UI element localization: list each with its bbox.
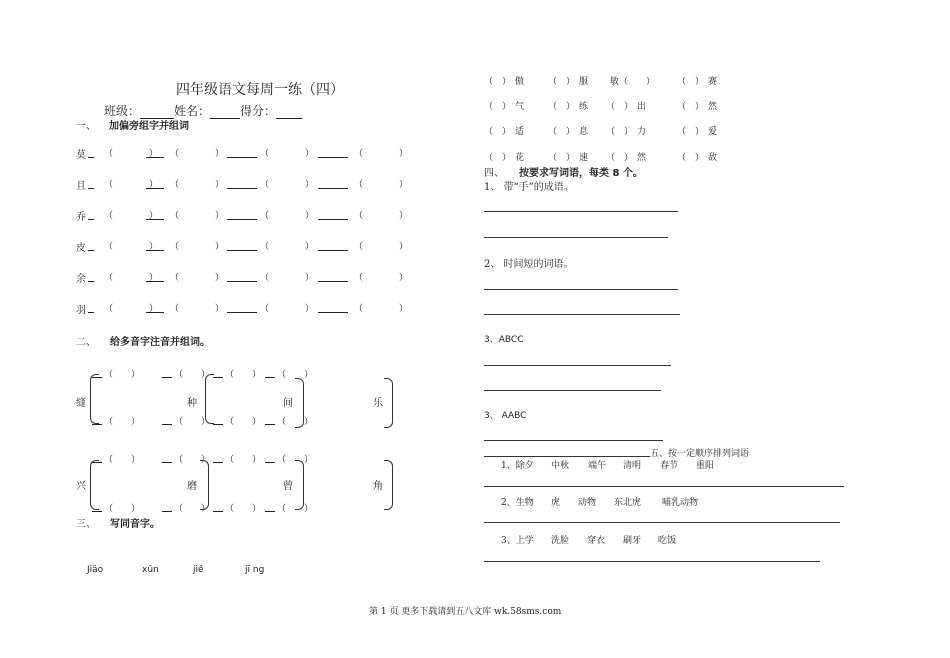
word-paren[interactable]: （ ） [104,455,141,465]
word-paren[interactable]: （ ） [225,417,262,427]
word-paren[interactable]: （ ） [354,149,409,159]
pinyin-blank[interactable] [92,511,102,512]
word-paren[interactable]: （ ） [354,211,409,221]
char-blank[interactable] [88,281,94,282]
s2-number: 二、 [76,337,96,348]
word-blank[interactable] [227,312,257,313]
answer-line[interactable] [484,314,680,315]
sequence-word: 刷牙 [623,536,642,546]
polyphone-char: 乐 [373,398,383,409]
pinyin-blank[interactable] [213,377,223,378]
cell-char: 出 [637,102,647,112]
word-paren[interactable]: （ ） [104,304,159,314]
cell-char: 力 [637,127,647,137]
brace [90,374,99,424]
score-label: 得分： [240,104,277,118]
s4-number: 四、 [484,168,504,179]
pinyin-blank[interactable] [162,377,172,378]
sequence-word: 重阳 [696,461,715,471]
word-blank[interactable] [318,281,348,282]
word-paren[interactable]: （ ） [277,504,314,514]
word-paren[interactable]: （ ） [354,304,409,314]
word-paren[interactable]: （ ） [104,370,141,380]
word-paren[interactable]: （ ） [260,242,315,252]
cell-paren: （ ） [484,102,512,112]
sequence-word: 哺乳动物 [662,498,699,508]
word-paren[interactable]: （ ） [104,504,141,514]
s4-heading: 按要求写词语，每类 8 个。 [519,168,643,179]
cell-char: 敌 [708,153,718,163]
fill-cell[interactable] [548,124,588,137]
word-paren[interactable]: （ ） [260,149,315,159]
fill-cell[interactable] [606,99,646,112]
word-paren[interactable]: （ ） [174,417,211,427]
sequence-word: 2、生物 [501,498,534,508]
word-paren[interactable]: （ ） [225,455,262,465]
polyphone-char: 兴 [76,481,86,492]
fill-cell[interactable] [484,99,524,112]
cell-paren: （ ） [548,153,576,163]
pinyin-blank[interactable] [265,424,275,425]
name-label: 姓名： [174,104,211,118]
word-paren[interactable]: （ ） [260,180,315,190]
word-paren[interactable]: （ ） [104,273,159,283]
polyphone-char: 种 [187,398,197,409]
word-blank[interactable] [318,157,348,158]
fill-cell[interactable] [548,99,588,112]
cell-paren: （ ） [677,77,705,87]
word-paren[interactable]: （ ） [277,455,314,465]
sequence-word: 中秋 [551,461,570,471]
score-blank[interactable] [276,108,302,119]
sequence-word: 端午 [588,461,607,471]
word-paren[interactable]: （ ） [225,504,262,514]
polyphone-char: 缝 [76,398,86,409]
answer-line[interactable] [484,522,840,523]
answer-line[interactable] [484,561,820,562]
word-paren[interactable]: （ ） [170,304,225,314]
pinyin-blank[interactable] [162,511,172,512]
word-paren[interactable]: （ ） [354,242,409,252]
cell-char: 敏（ ） [610,77,656,87]
fill-cell[interactable] [484,124,524,137]
cell-char: 速 [579,153,589,163]
word-blank[interactable] [227,188,257,189]
fill-cell[interactable] [677,99,717,112]
cell-char: 傲 [515,77,525,87]
word-paren[interactable]: （ ） [170,180,225,190]
s3-heading: 写同音字。 [110,519,160,530]
brace [205,374,214,424]
brace [90,460,99,510]
char-blank[interactable] [88,219,94,220]
word-paren[interactable]: （ ） [225,370,262,380]
cell-char: 适 [515,127,525,137]
s3-number: 三、 [76,519,96,530]
pinyin-2: xūn [142,565,159,575]
word-paren[interactable]: （ ） [104,211,159,221]
cell-paren: （ ） [606,127,634,137]
s4-item-1: 1、 带“手”的成语。 [484,182,574,193]
answer-line[interactable] [484,289,678,290]
answer-line[interactable] [484,390,661,391]
polyphone-char: 磨 [187,481,197,492]
word-paren[interactable]: （ ） [174,370,211,380]
pinyin-3: jiě [193,565,204,575]
sequence-word: 清明 [623,461,642,471]
word-paren[interactable]: （ ） [277,370,314,380]
char-blank[interactable] [88,250,94,251]
word-blank[interactable] [227,219,257,220]
s1-number: 一、 [76,121,96,132]
pinyin-blank[interactable] [265,377,275,378]
word-blank[interactable] [146,312,164,313]
word-paren[interactable]: （ ） [174,504,211,514]
word-blank[interactable] [146,281,164,282]
word-paren[interactable]: （ ） [104,180,159,190]
radical-char: 余 [76,274,86,285]
cell-char: 花 [515,153,525,163]
word-blank[interactable] [227,250,257,251]
fill-cell[interactable] [548,74,588,87]
word-blank[interactable] [227,281,257,282]
fill-cell[interactable] [548,150,588,163]
cell-paren: （ ） [606,153,634,163]
fill-cell[interactable] [484,150,524,163]
polyphone-char: 间 [283,398,293,409]
fill-cell[interactable] [606,74,655,87]
fill-cell[interactable] [677,150,717,163]
s1-heading: 加偏旁组字并组词 [109,121,189,132]
word-paren[interactable]: （ ） [104,417,141,427]
word-paren[interactable]: （ ） [277,417,314,427]
word-blank[interactable] [318,312,348,313]
pinyin-blank[interactable] [162,462,172,463]
word-paren[interactable]: （ ） [104,149,159,159]
cell-paren: （ ） [484,153,512,163]
fill-cell[interactable] [484,74,524,87]
answer-line[interactable] [484,456,650,457]
sequence-word: 东北虎 [614,498,642,508]
word-paren[interactable]: （ ） [354,273,409,283]
word-paren[interactable]: （ ） [170,242,225,252]
answer-line[interactable] [484,211,678,212]
answer-line[interactable] [484,365,671,366]
word-blank[interactable] [146,188,164,189]
sequence-word: 洗脸 [551,536,570,546]
cell-char: 息 [579,127,589,137]
cell-char: 服 [579,77,589,87]
pinyin-blank[interactable] [265,462,275,463]
class-label: 班级： [104,104,141,118]
cell-char: 练 [579,102,589,112]
s4-item-3: 3、ABCC [484,335,524,345]
fill-cell[interactable] [606,124,646,137]
answer-line[interactable] [484,440,663,441]
fill-cell[interactable] [677,124,717,137]
cell-paren: （ ） [484,77,512,87]
answer-line[interactable] [484,486,844,487]
brace [200,460,209,510]
brace [384,378,393,428]
pinyin-blank[interactable] [92,424,102,425]
cell-paren: （ ） [677,102,705,112]
cell-paren: （ ） [484,127,512,137]
page-title: 四年级语文每周一练（四） [176,82,344,98]
cell-char: 气 [515,102,525,112]
pinyin-blank[interactable] [162,424,172,425]
sequence-word: 动物 [578,498,597,508]
cell-char: 赛 [708,77,718,87]
cell-char: 爱 [708,127,718,137]
cell-paren: （ ） [677,153,705,163]
char-blank[interactable] [88,157,94,158]
brace [384,460,393,510]
s4-item-4: 3、 AABC [484,411,527,421]
brace [295,460,304,510]
sequence-word: 1、除夕 [501,461,534,471]
cell-paren: （ ） [548,127,576,137]
word-paren[interactable]: （ ） [260,273,315,283]
word-blank[interactable] [227,157,257,158]
char-blank[interactable] [88,188,94,189]
sequence-word: 3、上学 [501,536,534,546]
pinyin-blank[interactable] [213,511,223,512]
word-paren[interactable]: （ ） [174,455,211,465]
word-blank[interactable] [146,157,164,158]
sequence-word: 春节 [660,461,679,471]
cell-paren: （ ） [606,102,634,112]
sequence-word: 吃饭 [658,536,677,546]
word-blank[interactable] [146,219,164,220]
cell-paren: （ ） [677,127,705,137]
radical-char: 且 [76,181,86,192]
cell-paren: （ ） [548,77,576,87]
sequence-word: 穿衣 [587,536,606,546]
s4-item-2: 2、 时间短的词语。 [484,259,574,270]
radical-char: 羽 [76,305,86,316]
radical-char: 皮 [76,243,86,254]
word-blank[interactable] [318,219,348,220]
word-blank[interactable] [146,250,164,251]
pinyin-1: Jiāo [87,565,104,575]
sequence-word: 虎 [551,498,561,508]
word-paren[interactable]: （ ） [170,273,225,283]
radical-char: 莫 [76,150,86,161]
answer-line[interactable] [484,237,668,238]
s5-heading: 五、按一定顺序排列词语 [650,449,750,459]
pinyin-blank[interactable] [213,462,223,463]
pinyin-blank[interactable] [92,462,102,463]
word-blank[interactable] [318,250,348,251]
word-paren[interactable]: （ ） [260,304,315,314]
name-blank[interactable] [210,108,240,119]
radical-char: 乔 [76,212,86,223]
pinyin-blank[interactable] [92,377,102,378]
brace [295,378,304,428]
page-footer: 第 1 页 更多下载请到五八文库 wk.58sms.com [369,607,562,617]
pinyin-blank[interactable] [265,511,275,512]
word-paren[interactable]: （ ） [260,211,315,221]
word-blank[interactable] [318,188,348,189]
char-blank[interactable] [88,312,94,313]
word-paren[interactable]: （ ） [170,149,225,159]
polyphone-char: 曾 [283,481,293,492]
word-paren[interactable]: （ ） [104,242,159,252]
s2-heading: 给多音字注音并组词。 [110,337,210,348]
cell-char: 然 [708,102,718,112]
cell-char: 然 [637,153,647,163]
word-paren[interactable]: （ ） [170,211,225,221]
fill-cell[interactable] [606,150,646,163]
polyphone-char: 角 [373,481,383,492]
word-paren[interactable]: （ ） [354,180,409,190]
cell-paren: （ ） [548,102,576,112]
fill-cell[interactable] [677,74,717,87]
pinyin-4: jī ng [245,565,265,575]
pinyin-blank[interactable] [213,424,223,425]
